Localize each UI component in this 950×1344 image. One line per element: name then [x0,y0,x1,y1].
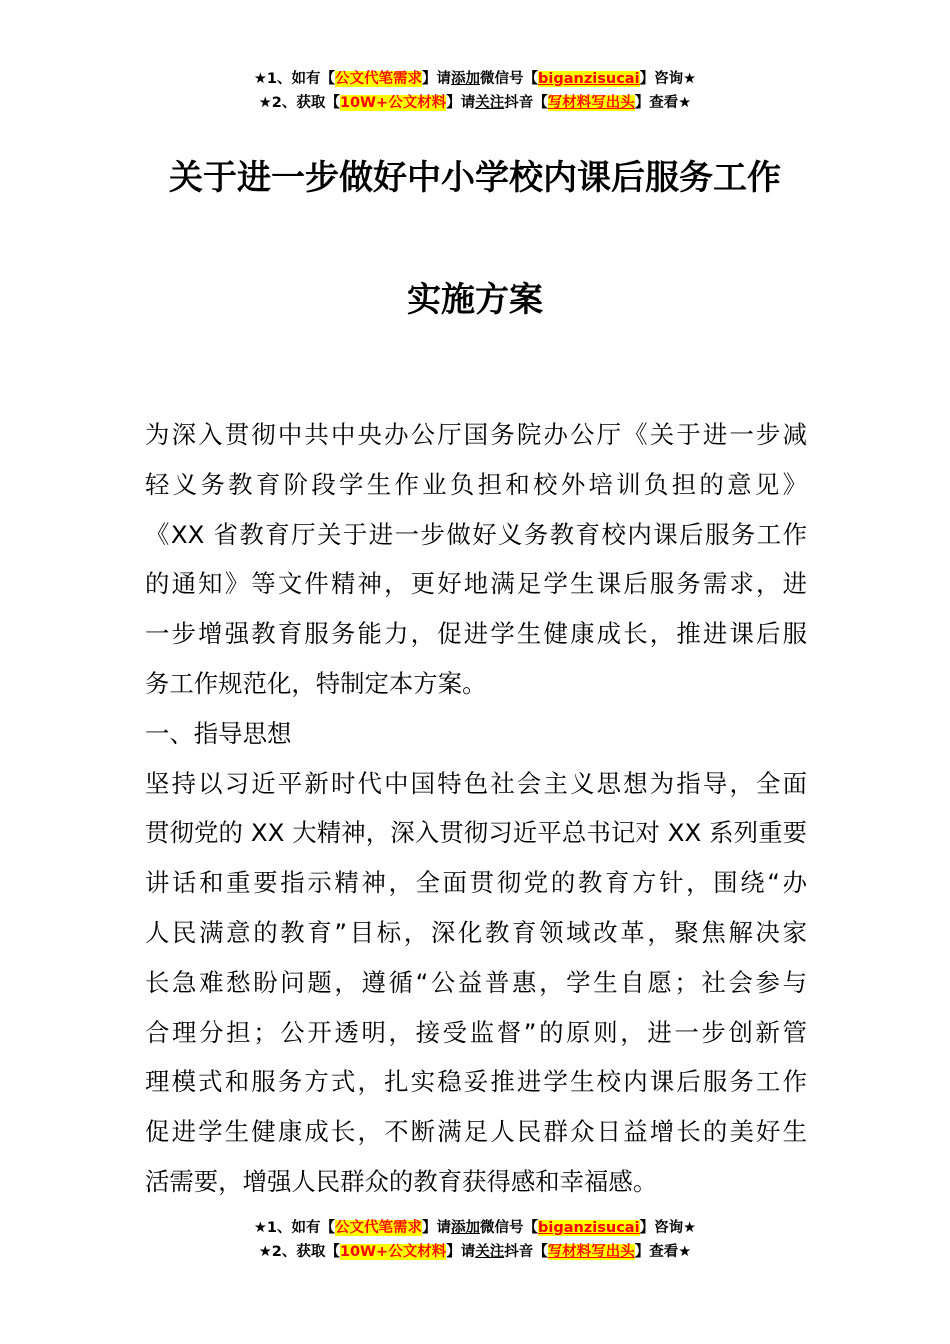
promo-wechat-id: biganzisucai [538,71,640,87]
promo-text: 】请 [422,1220,452,1236]
document-title-line-2: 实施方案 [407,280,543,320]
body-line: 《XX 省教育厅关于进一步做好义务教育校内课后服务工作 [145,519,807,549]
promo-suffix: 】查看★ [634,95,692,111]
promo-highlight: 公文代笔需求 [335,71,423,87]
promo-text: 】请 [446,1244,476,1260]
body-line: 一步增强教育服务能力，促进学生健康成长，推进课后服 [145,619,807,649]
promo-text: 抖音【 [504,1244,548,1260]
body-line: 理模式和服务方式，扎实稳妥推进学生校内课后服务工作 [145,1067,807,1097]
body-line: 人民满意的教育”目标，深化教育领域改革，聚焦解决家 [145,917,807,947]
promo-prefix: ★2、获取【 [258,1244,340,1260]
promo-suffix: 】咨询★ [639,1220,697,1236]
promo-prefix: ★2、获取【 [258,95,340,111]
document-title-line-1: 关于进一步做好中小学校内课后服务工作 [169,158,781,198]
promo-line-2 [0,1240,950,1264]
promo-wechat-id: biganzisucai [538,1220,640,1236]
promo-banner-top [0,67,950,115]
body-line: 坚持以习近平新时代中国特色社会主义思想为指导，全面 [145,768,807,798]
promo-underlined: 添加 [451,71,481,87]
promo-text: 微信号【 [480,1220,539,1236]
promo-prefix: ★1、如有【 [253,1220,336,1236]
promo-line-1 [0,1216,950,1240]
promo-douyin-id: 写材料写出头 [547,1244,635,1260]
promo-line-2 [0,91,950,115]
promo-text: 微信号【 [480,71,539,87]
promo-text: 】请 [446,95,476,111]
body-line: 长急难愁盼问题，遵循“公益普惠，学生自愿；社会参与 [145,967,807,997]
promo-text: 】请 [422,71,452,87]
body-line: 活需要，增强人民群众的教育获得感和幸福感。 [145,1166,658,1196]
body-line: 务工作规范化，特制定本方案。 [145,668,487,698]
promo-prefix: ★1、如有【 [253,71,336,87]
body-line: 促进学生健康成长，不断满足人民群众日益增长的美好生 [145,1117,807,1147]
promo-underlined: 添加 [451,1220,481,1236]
promo-text: 抖音【 [504,95,548,111]
promo-underlined: 关注 [475,1244,505,1260]
promo-highlight: 公文代笔需求 [335,1220,423,1236]
body-line: 为深入贯彻中共中央办公厅国务院办公厅《关于进一步减 [145,420,807,449]
promo-suffix: 】查看★ [634,1244,692,1260]
promo-highlight: 10W+公文材料 [339,95,447,111]
body-line: 贯彻党的 XX 大精神，深入贯彻习近平总书记对 XX 系列重要 [145,818,807,848]
promo-banner-bottom [0,1216,950,1264]
promo-suffix: 】咨询★ [639,71,697,87]
body-line: 合理分担；公开透明，接受监督”的原则，进一步创新管 [145,1017,807,1047]
promo-douyin-id: 写材料写出头 [547,95,635,111]
body-line: 的通知》等文件精神，更好地满足学生课后服务需求，进 [145,569,807,599]
promo-underlined: 关注 [475,95,505,111]
section-heading: 一、指导思想 [145,718,292,748]
body-line: 讲话和重要指示精神，全面贯彻党的教育方针，围绕“办 [145,868,807,898]
promo-highlight: 10W+公文材料 [339,1244,447,1260]
promo-line-1 [0,67,950,91]
document-body [145,410,807,1207]
body-line: 轻义务教育阶段学生作业负担和校外培训负担的意见》 [145,469,807,499]
